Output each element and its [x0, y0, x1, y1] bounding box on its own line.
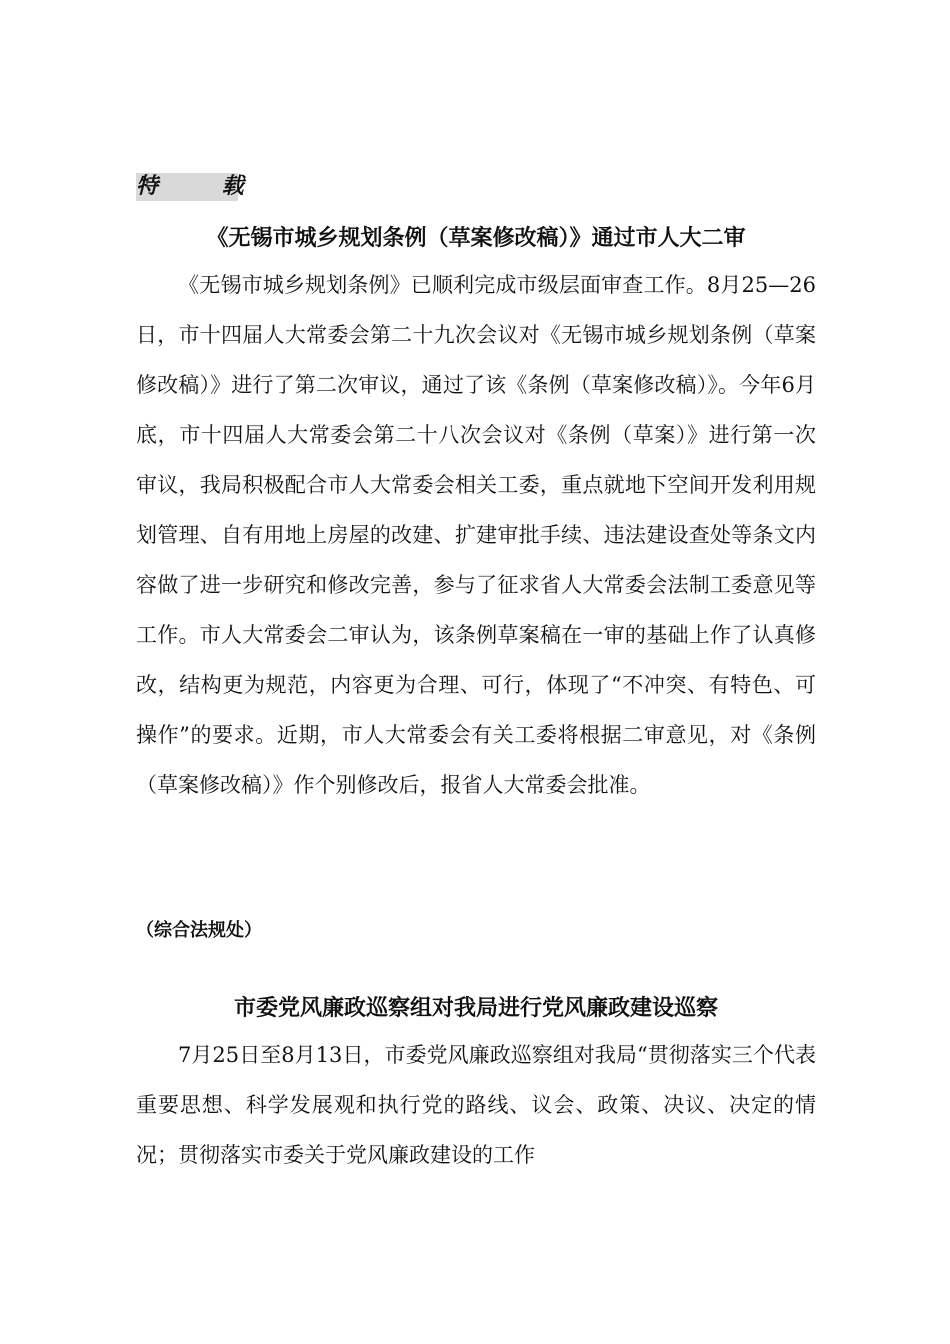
article-body-text: 7月25日至8月13日，市委党风廉政巡察组对我局“贯彻落实三个代表重要思想、科学发展观和执行党的路线、议会、政策、决议、决定的情况；贯彻落实市委关于党风廉政建设的工作 — [136, 1043, 816, 1167]
article-title: 市委党风廉政巡察组对我局进行党风廉政建设巡察 — [233, 996, 718, 1021]
article-body-text: 《无锡市城乡规划条例》已顺利完成市级层面审查工作。8月25—26日，市十四届人大常委会第二十九次会议对《无锡市城乡规划条例（草案修改稿）》进行了第二次审议，通过了该《条例（草案修改稿）》。今年6月底，市十四届人大常委会第二十八次会议对《条例（草案）》进行第一次审议，我局积极配合市人大常委会相关工委，重点就地下空间开发利用规划管理、自有用地上房屋的改建、扩建审批手续、违法建设查处等条文内容做了进一步研究和修改完善，参与了征求省人大常委会法制工委意见等工作。市人大常委会二审认为，该条例草案稿在一审的基础上作了认真修改，结构更为规范，内容更为合理、可行，体现了“不冲突、有特色、可操作”的要求。近期，市人大常委会有关工委将根据二审意见，对《条例（草案修改稿）》作个别修改后，报省人大常委会批准。 — [136, 273, 816, 797]
article-source: （综合法规处） — [136, 920, 262, 941]
article-title: 《无锡市城乡规划条例（草案修改稿）》通过市人大二审 — [206, 226, 746, 251]
article-body — [136, 260, 816, 810]
article-body — [136, 1030, 816, 1180]
section-tag: 特 载 — [136, 174, 272, 199]
